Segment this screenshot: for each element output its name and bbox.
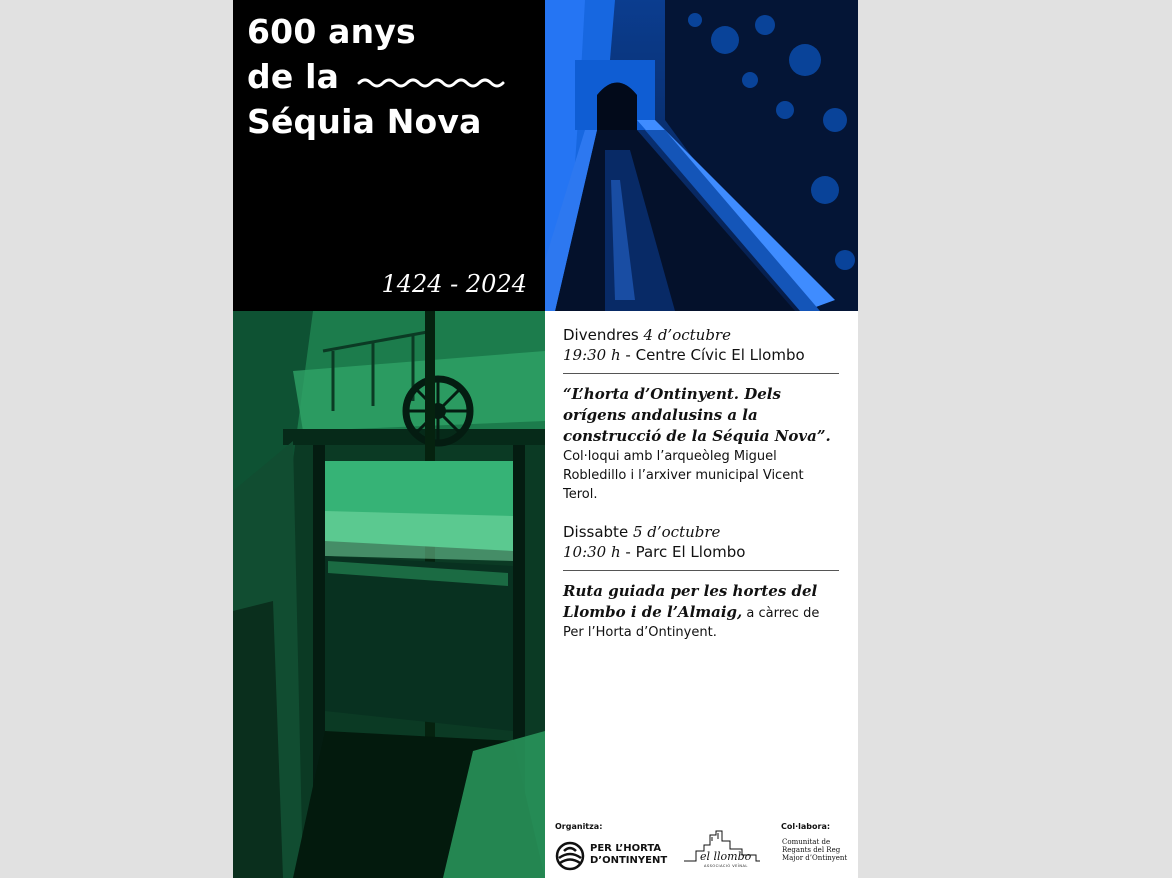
event-2 (563, 522, 839, 642)
llombo-logo (682, 827, 762, 869)
sluice-gate-photo (233, 311, 545, 878)
horta-logo-line-2: D’ONTINYENT (590, 855, 668, 866)
horta-logo-icon (555, 840, 589, 872)
title-line-3: Séquia Nova (247, 102, 482, 141)
llombo-logo-sub: ASSOCIACIÓ VEÏNAL (704, 864, 748, 868)
event-2-description (563, 581, 839, 642)
llombo-logo-text: el llombo (700, 850, 752, 863)
title-line-2: de la (247, 57, 340, 96)
event-2-date: 5 d’octubre (632, 523, 721, 541)
event-1-day: Divendres (563, 326, 644, 344)
event-1-details: Col·loqui amb l’arqueòleg Miguel Robledillo i l’arxiver municipal Vicent Terol. (563, 449, 804, 502)
event-1 (563, 325, 839, 504)
event-2-divider (563, 570, 839, 571)
event-2-time: 10:30 h (563, 543, 621, 561)
event-2-date-line (563, 522, 839, 542)
title-block (233, 0, 545, 311)
horta-logo-text (590, 843, 667, 867)
canal-tunnel-photo (545, 0, 858, 311)
event-1-place: - Centre Cívic El Llombo (620, 346, 805, 364)
event-poster (233, 0, 858, 878)
event-1-divider (563, 373, 839, 374)
organitza-label: Organitza: (555, 822, 603, 831)
event-1-talk-title: “L’horta d’Ontinyent. Dels orígens andalusins a la construcció de la Séquia Nova”. (563, 385, 831, 445)
collabora-label: Col·labora: (781, 822, 831, 831)
title-line-1: 600 anys (247, 12, 416, 51)
event-2-day: Dissabte (563, 523, 633, 541)
years-range: 1424 - 2024 (381, 270, 527, 298)
event-2-details: a càrrec de Per l’Horta d’Ontinyent. (563, 606, 820, 640)
event-1-date-line (563, 325, 839, 345)
event-2-time-line (563, 542, 839, 562)
events-column (563, 325, 839, 642)
regants-logo-text: Comunitat de Regants del Reg Major d’Ontinyent (782, 838, 848, 862)
event-2-place: - Parc El Llombo (620, 543, 746, 561)
wave-icon (357, 74, 509, 90)
event-2-talk-title: Ruta guiada per les hortes del Llombo i de l’Almaig, (563, 582, 818, 621)
event-1-time: 19:30 h (563, 346, 621, 364)
event-1-time-line (563, 345, 839, 365)
event-1-date: 4 d’octubre (643, 326, 731, 344)
horta-logo-line-1: PER L’HORTA (590, 843, 662, 854)
event-1-description (563, 384, 839, 504)
